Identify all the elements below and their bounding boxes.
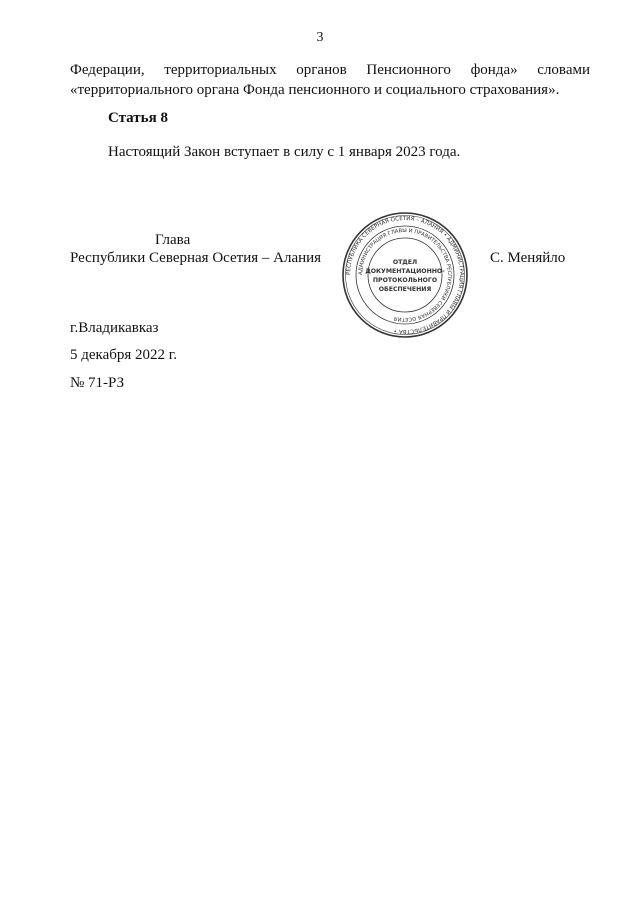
seal-center-line: ОБЕСПЕЧЕНИЯ	[378, 286, 432, 293]
article-heading: Статья 8	[108, 110, 168, 126]
page-number: 3	[316, 30, 324, 45]
signatory-organization: Республики Северная Осетия – Алания	[70, 250, 322, 266]
paragraph-line: «территориального органа Фонда пенсионного и социального страхования».	[70, 82, 560, 98]
seal-center-line: ПРОТОКОЛЬНОГО	[372, 277, 438, 284]
signing-date: 5 декабря 2022 г.	[70, 347, 177, 363]
signing-city: г.Владикавказ	[70, 320, 159, 336]
continued-paragraph	[70, 60, 590, 100]
seal-inner-text: АДМИНИСТРАЦИЯ ГЛАВЫ И ПРАВИТЕЛЬСТВА РЕСПУБЛИКИ СЕВЕРНАЯ ОСЕТИЯ	[357, 227, 453, 323]
article-text: Настоящий Закон вступает в силу с 1 января 2023 года.	[108, 144, 461, 160]
signatory-name: С. Меняйло	[490, 250, 566, 266]
law-number: № 71-РЗ	[70, 375, 125, 391]
official-seal-stamp	[340, 210, 470, 340]
paragraph-line: Федерации, территориальных органов Пенсионного фонда» словами	[70, 62, 590, 78]
signatory-title: Глава	[155, 232, 191, 248]
seal-outer-text: РЕСПУБЛИКА СЕВЕРНАЯ ОСЕТИЯ – АЛАНИЯ • АДМИНИСТРАЦИЯ ГЛАВЫ И ПРАВИТЕЛЬСТВА •	[345, 215, 465, 335]
seal-center-line: ДОКУМЕНТАЦИОННО-	[365, 268, 445, 275]
seal-center-line: ОТДЕЛ	[392, 259, 418, 266]
